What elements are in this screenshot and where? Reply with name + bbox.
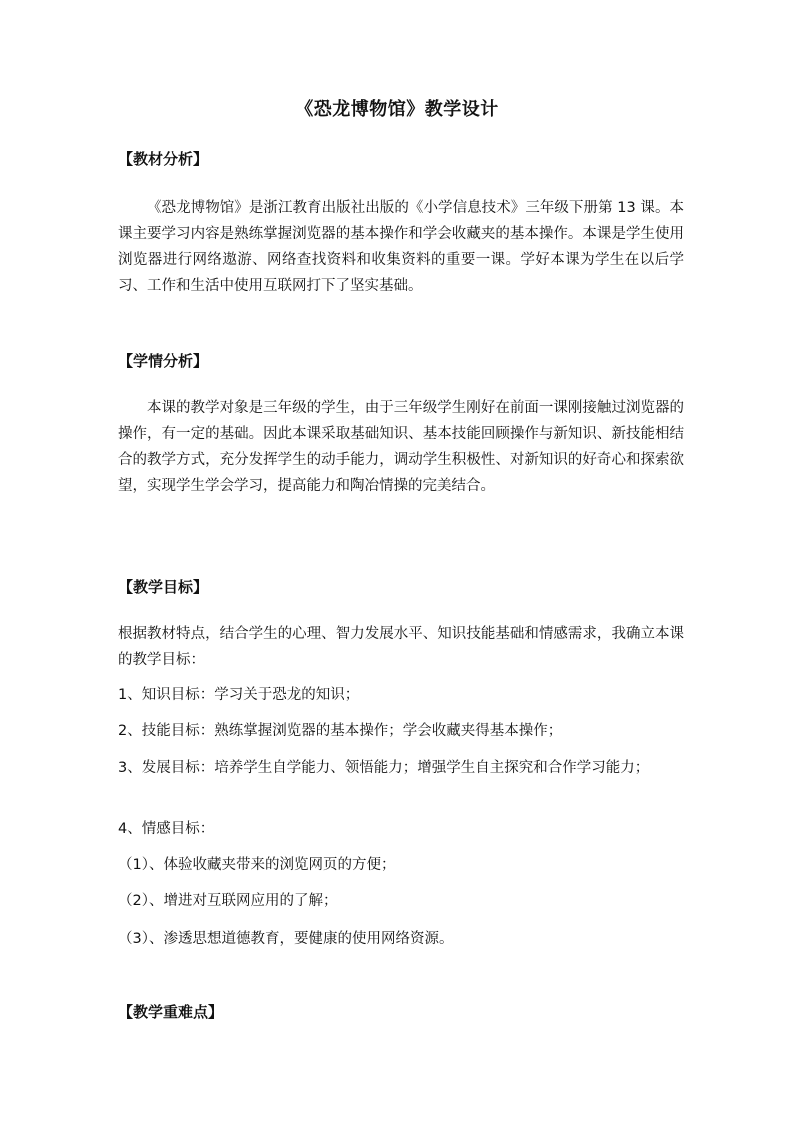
goal-item-1: 1、知识目标：学习关于恐龙的知识； bbox=[118, 687, 360, 703]
goal-item-2: 2、技能目标：熟练掌握浏览器的基本操作；学会收藏夹得基本操作； bbox=[118, 723, 563, 739]
section-heading-student-analysis: 【学情分析】 bbox=[118, 352, 209, 370]
section-heading-textbook-analysis: 【教材分析】 bbox=[118, 150, 209, 168]
document-title: 《恐龙博物馆》教学设计 bbox=[295, 99, 499, 120]
section-heading-key-points: 【教学重难点】 bbox=[118, 1003, 224, 1021]
paragraph-textbook-analysis: 《恐龙博物馆》是浙江教育出版社出版的《小学信息技术》三年级下册第 13 课。本课主要学习内容是熟练掌握浏览器的基本操作和学会收藏夹的基本操作。本课是学生使用浏览器进行网络遨游、网络查找资料和收集资料的重要一课。学好本课为学生在以后学习、工作和生活中使用互联网打下了坚实基础。 bbox=[118, 200, 684, 294]
goal-item-3: 3、发展目标：培养学生自学能力、领悟能力；增强学生自主探究和合作学习能力； bbox=[118, 760, 650, 776]
goal-subitem-1: （1）、体验收藏夹带来的浏览网页的方便； bbox=[118, 857, 396, 873]
goal-subitem-2: （2）、增进对互联网应用的了解； bbox=[118, 893, 338, 909]
section-heading-teaching-goals: 【教学目标】 bbox=[118, 578, 209, 596]
paragraph-student-analysis: 本课的教学对象是三年级的学生，由于三年级学生刚好在前面一课刚接触过浏览器的操作，有一定的基础。因此本课采取基础知识、基本技能回顾操作与新知识、新技能相结合的教学方式，充分发挥学生的动手能力，调动学生积极性、对新知识的好奇心和探索欲望，实现学生学会学习，提高能力和陶冶情操的完美结合。 bbox=[118, 400, 684, 494]
goal-subitem-3: （3）、渗透思想道德教育，要健康的使用网络资源。 bbox=[118, 931, 454, 947]
paragraph-goals-intro: 根据教材特点，结合学生的心理、智力发展水平、知识技能基础和情感需求，我确立本课的教学目标： bbox=[118, 626, 684, 668]
goal-item-4: 4、情感目标： bbox=[118, 821, 215, 837]
